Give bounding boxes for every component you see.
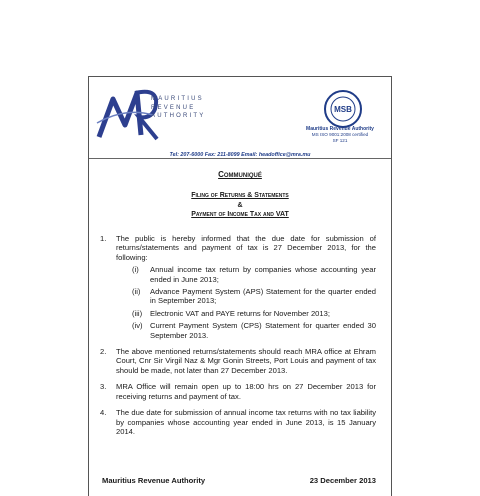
paragraph-number: 1. — [100, 234, 107, 243]
footer-date: 23 December 2013 — [309, 476, 376, 485]
sub-item-number: (iv) — [132, 321, 143, 331]
document-footer — [102, 476, 376, 485]
paragraph-number: 2. — [100, 347, 107, 357]
cert-standard: MS ISO 9001:2008 certified — [311, 132, 369, 138]
logo-line: MAURITIUS — [151, 96, 204, 102]
certification-seal-icon — [317, 85, 369, 129]
logo-line: AUTHORITY — [151, 113, 206, 119]
paragraph-text: The public is hereby informed that the due date for submission of returns/statements and payment of tax is 27 December 2013, for the following: — [116, 234, 376, 262]
contact-line: Tel: 207-6000 Fax: 211-8099 Email: headoffice@mra.mu — [169, 152, 311, 158]
cert-org: Mauritius Revenue Authority — [306, 126, 374, 132]
sub-item-number: (i) — [132, 265, 139, 275]
paragraph — [100, 408, 376, 436]
title-line-1: Filing of Returns & Statements — [191, 192, 289, 199]
sub-item-number: (ii) — [132, 287, 141, 297]
title-line-2: & — [237, 202, 243, 209]
paragraph — [100, 234, 376, 340]
paragraph-text: The due date for submission of annual income tax returns with no tax liability by companies whose accounting year ended in June 2013, is 15 January 2014. — [116, 408, 376, 436]
sub-item — [116, 265, 376, 284]
paragraph — [100, 382, 376, 401]
communique-heading: Communiqué — [218, 170, 262, 179]
sub-item — [116, 287, 376, 306]
footer-org: Mauritius Revenue Authority — [102, 476, 206, 485]
paragraph-text: MRA Office will remain open up to 18:00 hrs on 27 December 2013 for receiving returns and payment of tax. — [116, 382, 376, 401]
logo-text — [151, 95, 205, 121]
certification-block — [297, 127, 383, 143]
seal-label: MSB — [334, 105, 352, 114]
sub-item-text: Advance Payment System (APS) Statement for the quarter ended in September 2013; — [150, 287, 376, 306]
sub-item-text: Annual income tax return by companies whose accounting year ended in June 2013; — [150, 265, 376, 284]
sub-item-text: Electronic VAT and PAYE returns for November 2013; — [150, 308, 330, 318]
document-body — [100, 234, 376, 443]
paragraph — [100, 347, 376, 375]
title-line-3: Payment of Income Tax and VAT — [191, 211, 289, 218]
sub-item — [116, 309, 376, 318]
paragraph-number: 3. — [100, 382, 107, 392]
sub-item-number: (iii) — [132, 308, 143, 318]
paragraph-text: The above mentioned returns/statements should reach MRA office at Ehram Court, Cnr Sir Virgil Naz & Mgr Gonin Streets, Port Louis and payment of tax should be made, not later than 27 December 2013. — [116, 347, 376, 375]
sub-item — [116, 321, 376, 340]
cert-number: SF 121 — [332, 137, 348, 143]
sub-item-text: Current Payment System (CPS) Statement for quarter ended 30 September 2013. — [150, 321, 376, 340]
paragraph-number: 4. — [100, 408, 107, 418]
header-divider — [89, 158, 391, 159]
logo-line: REVENUE — [151, 104, 196, 111]
